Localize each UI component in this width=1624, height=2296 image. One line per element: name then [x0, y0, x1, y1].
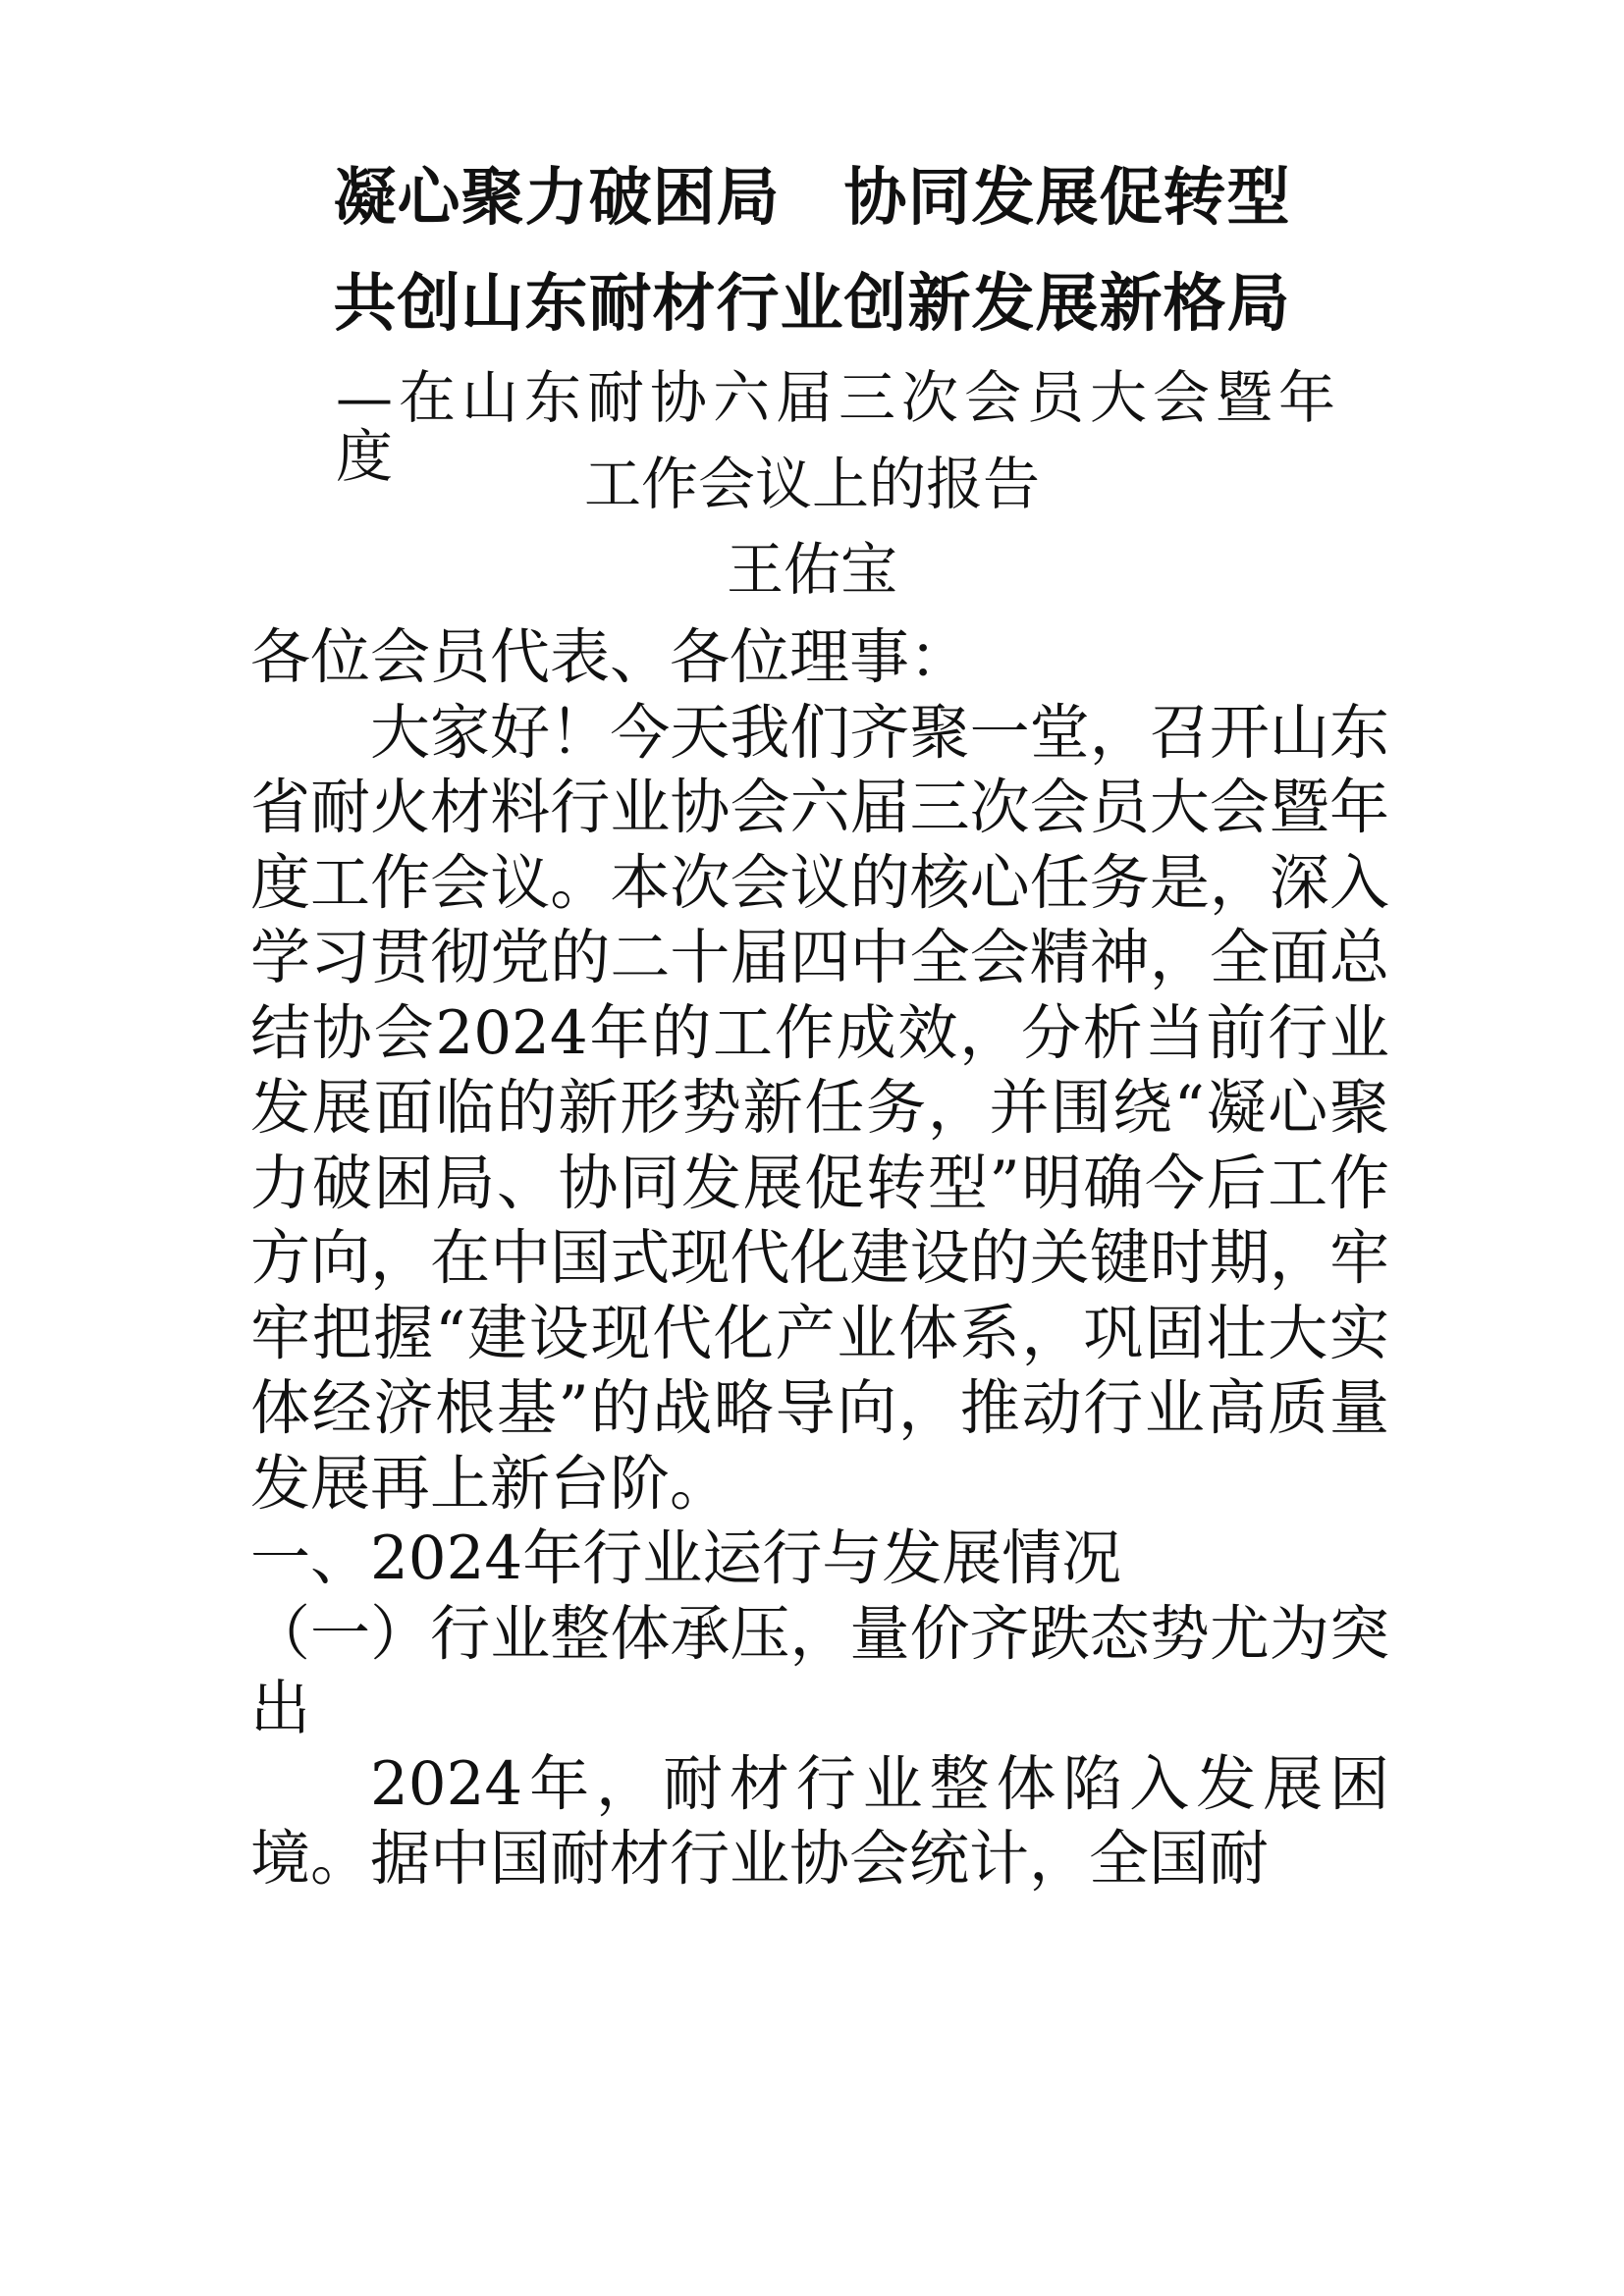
subtitle-line-1: —在山东耐协六届三次会员大会暨年度 — [336, 364, 1342, 490]
paragraph-intro: 大家好！今天我们齐聚一堂，召开山东省耐火材料行业协会六届三次会员大会暨年度工作会议。本次会议的核心任务是，深入学习贯彻党的二十届四中全会精神，全面总结协会2024年的工作成效，分析当前行业发展面临的新形势新任务，并围绕“凝心聚力破困局、协同发展促转型”明确今后工作方向，在中国式现代化建设的关键时期，牢牢把握“建设现代化产业体系，巩固壮大实体经济根基”的战略导向，推动行业高质量发展再上新台阶。 — [250, 697, 1389, 1519]
author-name: 王佑宝 — [726, 536, 897, 603]
section-heading: 一、2024年行业运行与发展情况 — [250, 1523, 1122, 1593]
salutation: 各位会员代表、各位理事： — [250, 622, 970, 692]
title-line-1: 凝心聚力破困局 协同发展促转型 — [333, 161, 1291, 235]
subsection-heading: （一）行业整体承压，量价齐跌态势尤为突出 — [250, 1598, 1389, 1743]
title-line-2: 共创山东耐材行业创新发展新格局 — [333, 267, 1291, 341]
subtitle-line-2: 工作会议上的报告 — [583, 451, 1040, 517]
document-body — [250, 620, 1389, 1897]
paragraph-industry: 2024年，耐材行业整体陷入发展困境。据中国耐材行业协会统计，全国耐 — [250, 1748, 1389, 1894]
